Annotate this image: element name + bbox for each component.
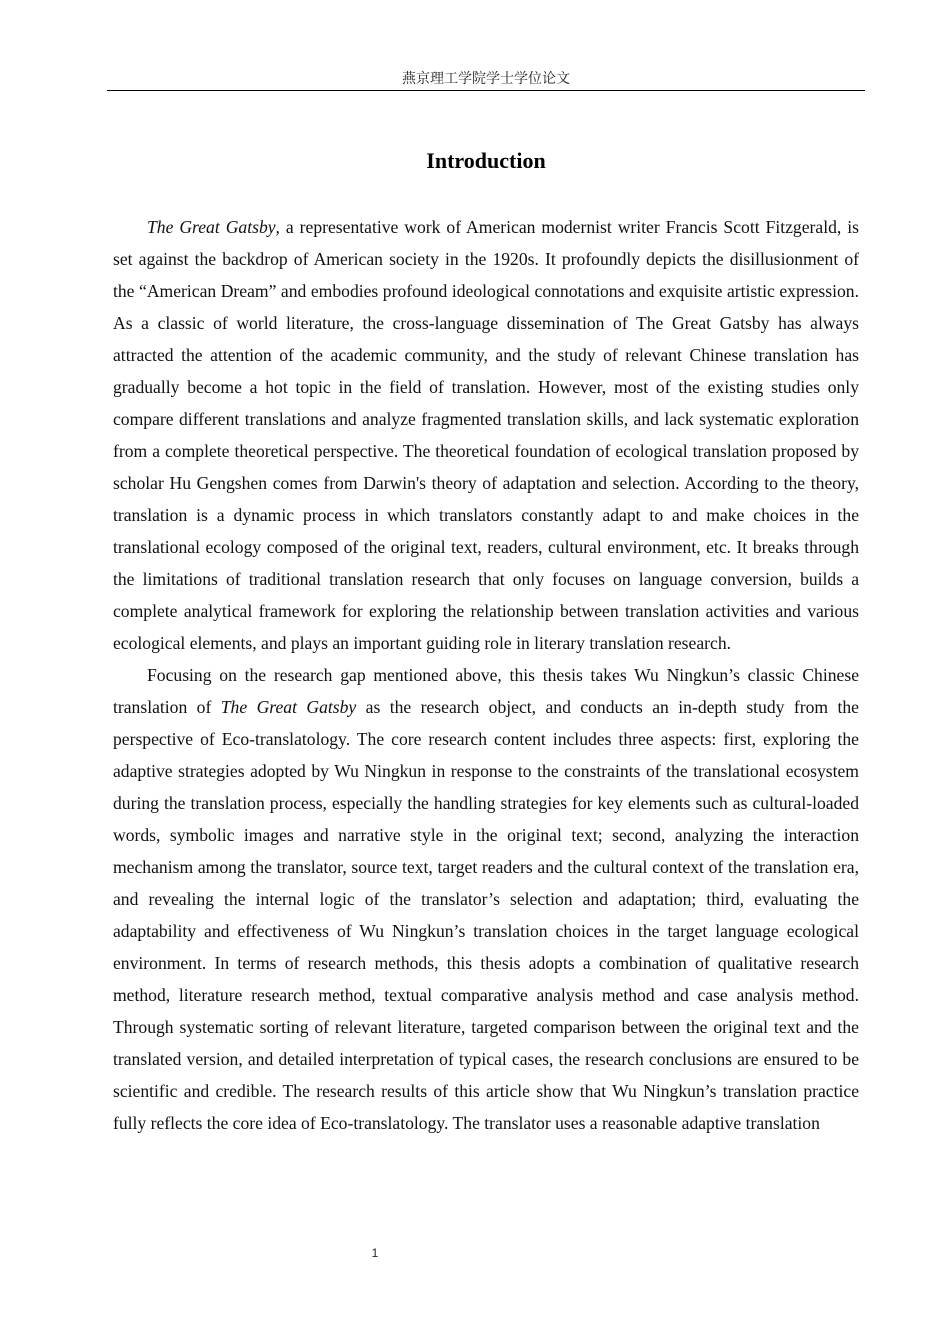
page-number: 1 [371, 1246, 379, 1260]
running-header: 燕京理工学院学士学位论文 [107, 69, 865, 91]
paragraph-2-post: as the research object, and conducts an in-depth study from the perspective of Eco-translatology. The core research content includes three aspects: first, exploring the adaptive strategies adopted by Wu Ningkun in response to the constraints of the translational ecosystem during the translation process, especially the handling strategies for key elements such as cultural-loaded words, symbolic images and narrative style in the original text; second, analyzing the interaction mechanism among the translator, source text, target readers and the cultural context of the translation era, and revealing the internal logic of the translator’s selection and adaptation; third, evaluating the adaptability and effectiveness of Wu Ningkun’s translation choices in the target language ecological environment. In terms of research methods, this thesis adopts a combination of qualitative research method, literature research method, textual comparative analysis method and case analysis method. Through systematic sorting of relevant literature, targeted comparison between the original text and the translated version, and detailed interpretation of typical cases, the research conclusions are ensured to be scientific and credible. The research results of this article show that Wu Ningkun’s translation practice fully reflects the core idea of Eco-translatology. The translator uses a reasonable adaptive translation [113, 697, 859, 1133]
book-title-italic: The Great Gatsby [147, 217, 276, 237]
paragraph-1-text: , a representative work of American modernist writer Francis Scott Fitzgerald, is set against the backdrop of American society in the 1920s. It profoundly depicts the disillusionment of the “American Dream” and embodies profound ideological connotations and exquisite artistic expression. As a classic of world literature, the cross-language dissemination of The Great Gatsby has always attracted the attention of the academic community, and the study of relevant Chinese translation has gradually become a hot topic in the field of translation. However, most of the existing studies only compare different translations and analyze fragmented translation skills, and lack systematic exploration from a complete theoretical perspective. The theoretical foundation of ecological translation proposed by scholar Hu Gengshen comes from Darwin's theory of adaptation and selection. According to the theory, translation is a dynamic process in which translators constantly adapt to and make choices in the translational ecology composed of the original text, readers, cultural environment, etc. It breaks through the limitations of traditional translation research that only focuses on language conversion, builds a complete analytical framework for exploring the relationship between translation activities and various ecological elements, and plays an important guiding role in literary translation research. [113, 217, 859, 653]
paragraph-2-pre: Focusing on the research gap mentioned above, this thesis takes Wu Ningkun’s classic Chinese translation of [113, 665, 859, 717]
book-title-italic: The Great Gatsby [220, 697, 357, 717]
paragraph-2 [113, 659, 859, 1139]
body-text [113, 211, 859, 1139]
paragraph-1 [113, 211, 859, 659]
section-title: Introduction [426, 148, 546, 173]
